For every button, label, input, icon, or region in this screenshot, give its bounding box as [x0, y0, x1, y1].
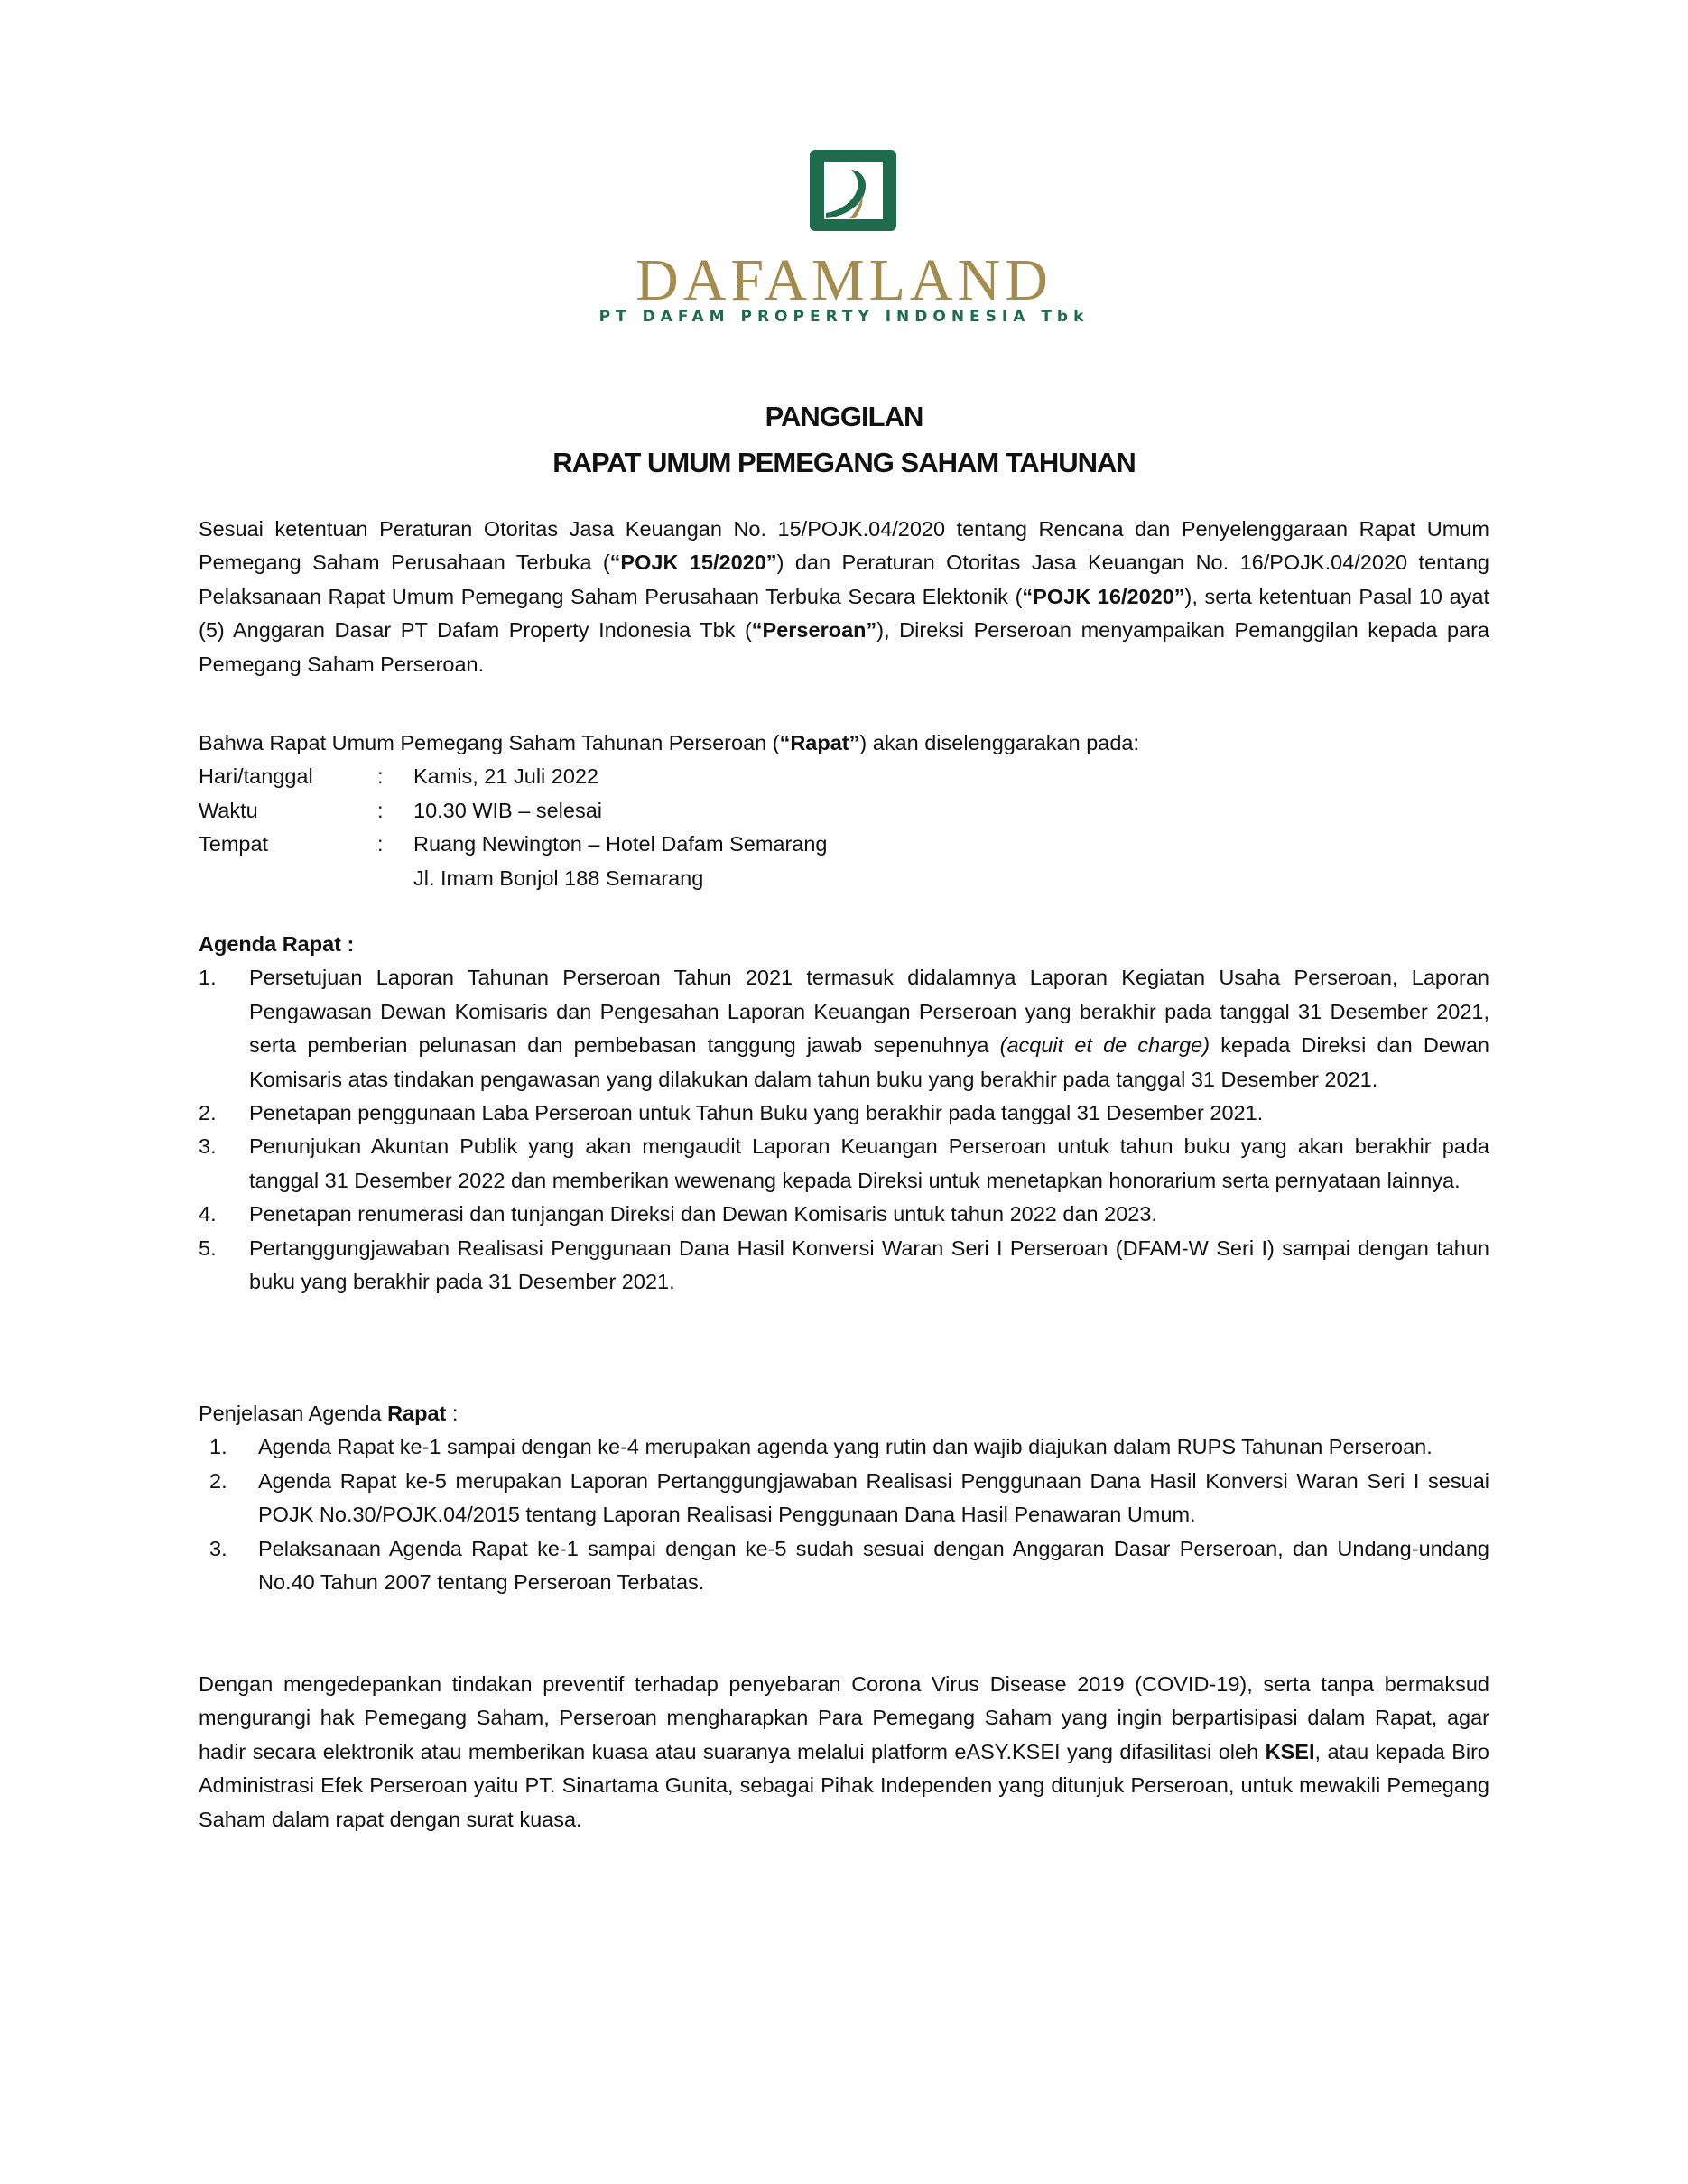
intro-bold-1: “POJK 15/2020” — [609, 551, 777, 575]
explanation-item — [199, 1465, 1489, 1532]
detail-separator: : — [377, 832, 384, 856]
detail-row-time — [199, 794, 1489, 828]
agenda-item — [199, 1198, 1489, 1231]
agenda-item-number: 2. — [199, 1101, 217, 1125]
detail-label: Waktu — [199, 798, 258, 822]
explanation-item-text: Agenda Rapat ke-1 sampai dengan ke-4 merupakan agenda yang rutin dan wajib diajukan dalam RUPS Tahunan Perseroan. — [258, 1435, 1433, 1459]
closing-text-2: , atau kepada Biro Administrasi Efek Perseroan yaitu PT. Sinartama Gunita, sebagai Pihak Independen yang ditunjuk Perseroan, untuk mewakili Pemegang Saham dalam rapat dengan surat kuasa. — [199, 1739, 1490, 1831]
agenda-item — [199, 1097, 1489, 1130]
agenda-item-text: Penetapan renumerasi dan tunjangan Direksi dan Dewan Komisaris untuk tahun 2022 dan 2023. — [249, 1202, 1157, 1226]
agenda-item-text-b: kepada Direksi dan Dewan Komisaris atas tindakan pengawasan yang dilakukan dalam tahun buku yang berakhir pada tanggal 31 Desember 2021. — [249, 1033, 1489, 1091]
explanation-section — [199, 1397, 1489, 1599]
detail-value: 10.30 WIB – selesai — [413, 798, 602, 822]
agenda-item-number: 3. — [199, 1134, 217, 1159]
intro-bold-3: “Perseroan” — [751, 618, 877, 643]
brand-name: DAFAMLAND — [635, 247, 1053, 313]
detail-value: Jl. Imam Bonjol 188 Semarang — [413, 865, 704, 890]
intro-text-2: ) dan Peraturan Otoritas Jasa Keuangan No. 16/POJK.04/2020 tentang Pelaksanaan Rapat Umum Pemegang Saham Perusahaan Terbuka Secara Elektonik ( — [199, 551, 1489, 608]
detail-label — [199, 862, 377, 895]
explanation-heading-text: Penjelasan Agenda — [199, 1402, 388, 1425]
agenda-section — [199, 928, 1489, 1299]
company-name: PT DAFAM PROPERTY INDONESIA Tbk — [598, 308, 1090, 326]
intro-text-3: ), serta ketentuan Pasal 10 ayat (5) Anggaran Dasar PT Dafam Property Indonesia Tbk ( — [199, 584, 1489, 643]
detail-label: Hari/tanggal — [199, 764, 313, 789]
agenda-item-text: Penunjukan Akuntan Publik yang akan mengaudit Laporan Keuangan Perseroan untuk tahun buku yang akan berakhir pada tanggal 31 Desember 2022 dan memberikan wewenang kepada Direksi untuk menetapkan honorarium serta pernyataan lainnya. — [249, 1134, 1489, 1192]
agenda-item-text — [249, 961, 1489, 1097]
explanation-item-number: 1. — [209, 1435, 227, 1459]
explanation-list — [199, 1430, 1489, 1599]
detail-value: Kamis, 21 Juli 2022 — [413, 764, 599, 789]
detail-label: Tempat — [199, 832, 269, 856]
meeting-lead — [199, 726, 1489, 760]
explanation-heading-bold: Rapat — [387, 1402, 447, 1425]
agenda-item-number: 5. — [199, 1235, 217, 1260]
agenda-item-text: Penetapan penggunaan Laba Perseroan untuk Tahun Buku yang berakhir pada tanggal 31 Desember 2021. — [249, 1101, 1264, 1125]
intro-paragraph — [199, 513, 1489, 681]
explanation-item — [199, 1430, 1489, 1464]
meeting-lead-text: Bahwa Rapat Umum Pemegang Saham Tahunan Perseroan ( — [199, 731, 780, 754]
meeting-lead-bold: “Rapat” — [779, 731, 860, 754]
explanation-item-number: 3. — [209, 1536, 227, 1560]
page-subtitle: RAPAT UMUM PEMEGANG SAHAM TAHUNAN — [552, 447, 1136, 478]
detail-row-address — [199, 862, 1489, 895]
detail-separator: : — [377, 764, 384, 789]
explanation-heading-colon: : — [446, 1402, 459, 1425]
agenda-heading — [199, 928, 1489, 961]
agenda-item-number: 4. — [199, 1202, 217, 1226]
detail-value: Ruang Newington – Hotel Dafam Semarang — [413, 832, 828, 856]
agenda-item-italic: (acquit et de charge) — [999, 1033, 1210, 1058]
explanation-item-text: Pelaksanaan Agenda Rapat ke-1 sampai dengan ke-5 sudah sesuai dengan Anggaran Dasar Perseroan, dan Undang-undang No.40 Tahun 2007 tentang Perseroan Terbatas. — [258, 1536, 1489, 1595]
agenda-item-number: 1. — [199, 966, 217, 990]
meeting-details — [199, 726, 1489, 895]
agenda-item-text: Pertanggungjawaban Realisasi Penggunaan Dana Hasil Konversi Waran Seri I Perseroan (DFAM-W Seri I) sampai dengan tahun buku yang berakhir pada 31 Desember 2021. — [249, 1235, 1489, 1294]
detail-row-place — [199, 828, 1489, 861]
explanation-item — [199, 1532, 1489, 1600]
agenda-item-text-a: Persetujuan Laporan Tahunan Perseroan Tahun 2021 termasuk didalamnya Laporan Kegiatan Usaha Perseroan, Laporan Pengawasan Dewan Komisaris dan Pengesahan Laporan Keuangan Perseroan yang berakhir pada tanggal 31 Desember 2021, serta pemberian pelunasan dan pembebasan tanggung jawab sepenuhnya — [249, 966, 1489, 1058]
intro-text-1: Sesuai ketentuan Peraturan Otoritas Jasa Keuangan No. 15/POJK.04/2020 tentang Rencana dan Penyelenggaraan Rapat Umum Pemegang Saham Perusahaan Terbuka ( — [199, 517, 1489, 575]
closing-paragraph — [199, 1668, 1489, 1837]
intro-text-4: ), Direksi Perseroan menyampaikan Pemanggilan kepada para Pemegang Saham Perseroan. — [199, 618, 1489, 676]
agenda-item — [199, 961, 1489, 1097]
closing-text-1: Dengan mengedepankan tindakan preventif terhadap penyebaran Corona Virus Disease 2019 (COVID-19), serta tanpa bermaksud mengurangi hak Pemegang Saham, Perseroan mengharapkan Para Pemegang Saham yang ingin berpartisipasi dalam Rapat, agar hadir secara elektronik atau memberikan kuasa atau suaranya melalui platform eASY.KSEI yang difasilitasi oleh — [199, 1672, 1489, 1763]
agenda-list — [199, 961, 1489, 1299]
agenda-item — [199, 1232, 1489, 1300]
explanation-heading — [199, 1397, 1489, 1430]
intro-bold-2: “POJK 16/2020” — [1022, 584, 1185, 608]
agenda-heading-text: Agenda Rapat : — [199, 932, 355, 956]
closing-bold: KSEI — [1265, 1739, 1315, 1763]
dafamland-logo-icon — [810, 150, 896, 231]
page-title: PANGGILAN — [765, 401, 923, 432]
detail-separator: : — [377, 798, 384, 822]
detail-row-date — [199, 760, 1489, 793]
detail-separator — [377, 862, 413, 895]
agenda-item — [199, 1130, 1489, 1198]
meeting-lead-text-2: ) akan diselenggarakan pada: — [859, 731, 1140, 754]
explanation-item-number: 2. — [209, 1468, 227, 1493]
explanation-item-text: Agenda Rapat ke-5 merupakan Laporan Pertanggungjawaban Realisasi Penggunaan Dana Hasil Konversi Waran Seri I sesuai POJK No.30/POJK.04/2015 tentang Laporan Realisasi Penggunaan Dana Hasil Penawaran Umum. — [258, 1468, 1489, 1527]
